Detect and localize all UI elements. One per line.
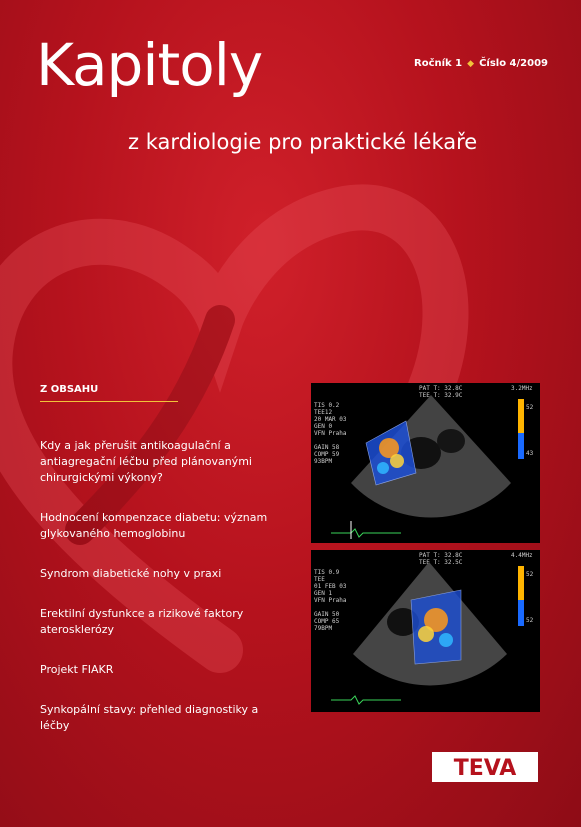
echo-side-text: GEN 0 <box>314 423 333 430</box>
echo-side-text: 93BPM <box>314 458 333 465</box>
echo-header-line: PAT T: 32.8C <box>419 385 463 392</box>
echo-side-text: COMP 65 <box>314 618 340 625</box>
contents-item: Kdy a jak přerušit antikoagulační a antiagregační léčbu před plánovanými chirurgickými výkony? <box>40 439 252 484</box>
contents-item: Synkopální stavy: přehled diagnostiky a léčby <box>40 703 259 732</box>
echo-scale-label: 52 <box>526 617 534 624</box>
echo-side-text: TIS 0.2 <box>314 402 340 409</box>
contents-item: Erektilní dysfunkce a rizikové faktory aterosklerózy <box>40 607 244 636</box>
teva-logo <box>432 752 538 782</box>
teva-logo-text: TEVA <box>453 756 517 781</box>
volume-label: Ročník 1 <box>414 58 463 69</box>
echo-side-text: 20 MAR 03 <box>314 416 347 423</box>
echo-header-line: PAT T: 32.8C <box>419 552 463 559</box>
echo-side-text: GEN 1 <box>314 590 333 597</box>
echo-side-text: TIS 0.9 <box>314 569 340 576</box>
contents-item: Projekt FIAKR <box>40 663 114 676</box>
echo-side-text: 79BPM <box>314 625 333 632</box>
issue-number-label: Číslo 4/2009 <box>479 58 549 69</box>
echocardiogram-image-top <box>311 383 540 543</box>
contents-heading: Z OBSAHU <box>40 384 178 402</box>
contents-item: Hodnocení kompenzace diabetu: význam glykovaného hemoglobinu <box>40 511 268 540</box>
echo-side-text: GAIN 58 <box>314 444 340 451</box>
echo-side-text: VFN Praha <box>314 430 347 437</box>
contents-list <box>40 438 290 758</box>
echo-frequency: 4.4MHz <box>511 552 533 559</box>
echo-scale-label: 43 <box>526 450 534 457</box>
echo-scale-label: 52 <box>526 571 534 578</box>
magazine-subtitle: z kardiologie pro praktické lékaře <box>128 130 478 154</box>
echo-frequency: 3.2MHz <box>511 385 533 392</box>
echo-side-text: TEE <box>314 576 325 583</box>
echo-side-text: VFN Praha <box>314 597 347 604</box>
echo-side-text: COMP 59 <box>314 451 340 458</box>
echo-side-text: GAIN 50 <box>314 611 340 618</box>
echo-header-line: TEE T: 32.9C <box>419 392 463 399</box>
echocardiogram-image-bottom <box>311 550 540 712</box>
echo-side-text: TEE12 <box>314 409 333 416</box>
echo-scale-label: 52 <box>526 404 534 411</box>
echo-header-line: TEE T: 32.5C <box>419 559 463 566</box>
contents-item: Syndrom diabetické nohy v praxi <box>40 567 222 580</box>
diamond-separator-icon: ◆ <box>467 58 475 69</box>
echo-side-text: 01 FEB 03 <box>314 583 347 590</box>
issue-info <box>414 58 548 69</box>
magazine-title: Kapitoly <box>36 31 263 99</box>
